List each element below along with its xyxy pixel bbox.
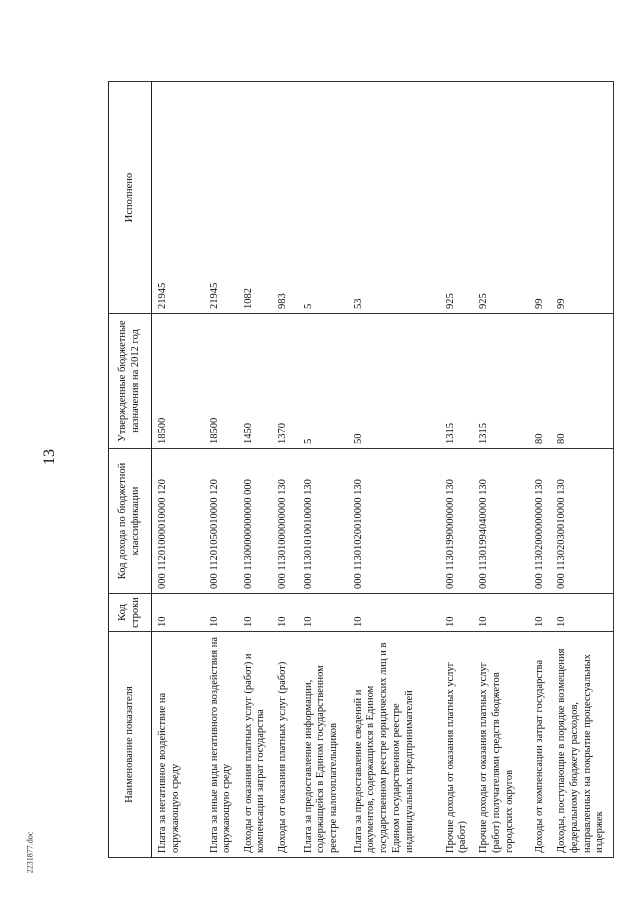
row-kbk: 000 11301994040000 130	[473, 449, 529, 594]
row-approved: 80	[551, 314, 613, 449]
row-kbk: 000 11302000000000 130	[529, 449, 551, 594]
row-approved: 5	[298, 314, 348, 449]
row-name: Прочие доходы от оказания платных услуг (работ)	[440, 632, 474, 858]
rotated-table-container	[108, 82, 606, 858]
header-kbk: Код дохода по бюджетной классификации	[109, 449, 152, 594]
row-name: Доходы от оказания платных услуг (работ)	[272, 632, 298, 858]
row-approved: 18500	[152, 314, 204, 449]
table-row	[348, 82, 440, 858]
row-executed: 925	[440, 82, 474, 314]
row-kbk: 000 11301000000000 130	[272, 449, 298, 594]
header-executed: Исполнено	[109, 82, 152, 314]
row-name: Плата за предоставление сведений и документов, содержащихся в Едином государственном реестре юридических лиц и в Едином государственном реестре индивидуальных предпринимателей	[348, 632, 440, 858]
table-row	[551, 82, 613, 858]
table-row	[473, 82, 529, 858]
table-row	[298, 82, 348, 858]
row-executed: 1082	[238, 82, 272, 314]
page-number: 13	[41, 449, 58, 465]
row-kbk: 000 11301990000000 130	[440, 449, 474, 594]
table-body	[152, 82, 614, 858]
revenue-table	[108, 81, 614, 858]
row-code: 10	[298, 594, 348, 632]
row-approved: 80	[529, 314, 551, 449]
row-kbk: 000 11201000010000 120	[152, 449, 204, 594]
row-kbk: 000 11201050010000 120	[204, 449, 238, 594]
row-approved: 1315	[473, 314, 529, 449]
header-code: Код строки	[109, 594, 152, 632]
header-name: Наименование показателя	[109, 632, 152, 858]
row-executed: 21945	[204, 82, 238, 314]
row-approved: 1315	[440, 314, 474, 449]
table-row	[529, 82, 551, 858]
table-row	[272, 82, 298, 858]
row-executed: 21945	[152, 82, 204, 314]
row-executed: 925	[473, 82, 529, 314]
header-approved: Утвержденные бюджетные назначения на 2012 год	[109, 314, 152, 449]
table-header-row	[109, 82, 152, 858]
row-executed: 53	[348, 82, 440, 314]
row-approved: 18500	[204, 314, 238, 449]
row-executed: 5	[298, 82, 348, 314]
table-row	[152, 82, 204, 858]
table-row	[204, 82, 238, 858]
row-executed: 983	[272, 82, 298, 314]
row-approved: 1370	[272, 314, 298, 449]
row-name: Доходы от оказания платных услуг (работ) и компенсации затрат государства	[238, 632, 272, 858]
row-approved: 1450	[238, 314, 272, 449]
row-kbk: 000 11301010010000 130	[298, 449, 348, 594]
row-name: Доходы от компенсации затрат государства	[529, 632, 551, 858]
row-code: 10	[529, 594, 551, 632]
row-code: 10	[272, 594, 298, 632]
table-row	[238, 82, 272, 858]
row-name: Прочие доходы от оказания платных услуг (работ) получателями средств бюджетов городских округов	[473, 632, 529, 858]
row-code: 10	[204, 594, 238, 632]
row-code: 10	[473, 594, 529, 632]
row-approved: 50	[348, 314, 440, 449]
row-name: Плата за негативное воздействие на окружающую среду	[152, 632, 204, 858]
row-kbk: 000 11302030010000 130	[551, 449, 613, 594]
row-name: Плата за предоставление информации, содержащейся в Едином государственном реестре налогоплательщиков	[298, 632, 348, 858]
row-code: 10	[152, 594, 204, 632]
row-name: Доходы, поступающие в порядке возмещения федеральному бюджету расходов, направленных на покрытие процессуальных издержек	[551, 632, 613, 858]
row-executed: 99	[529, 82, 551, 314]
table-row	[440, 82, 474, 858]
row-code: 10	[551, 594, 613, 632]
row-kbk: 000 11301020010000 130	[348, 449, 440, 594]
row-kbk: 000 11300000000000 000	[238, 449, 272, 594]
row-name: Плата за иные виды негативного воздействия на окружающую среду	[204, 632, 238, 858]
row-executed: 99	[551, 82, 613, 314]
footer-filename: 2231877.doc	[25, 831, 35, 874]
row-code: 10	[440, 594, 474, 632]
row-code: 10	[238, 594, 272, 632]
row-code: 10	[348, 594, 440, 632]
